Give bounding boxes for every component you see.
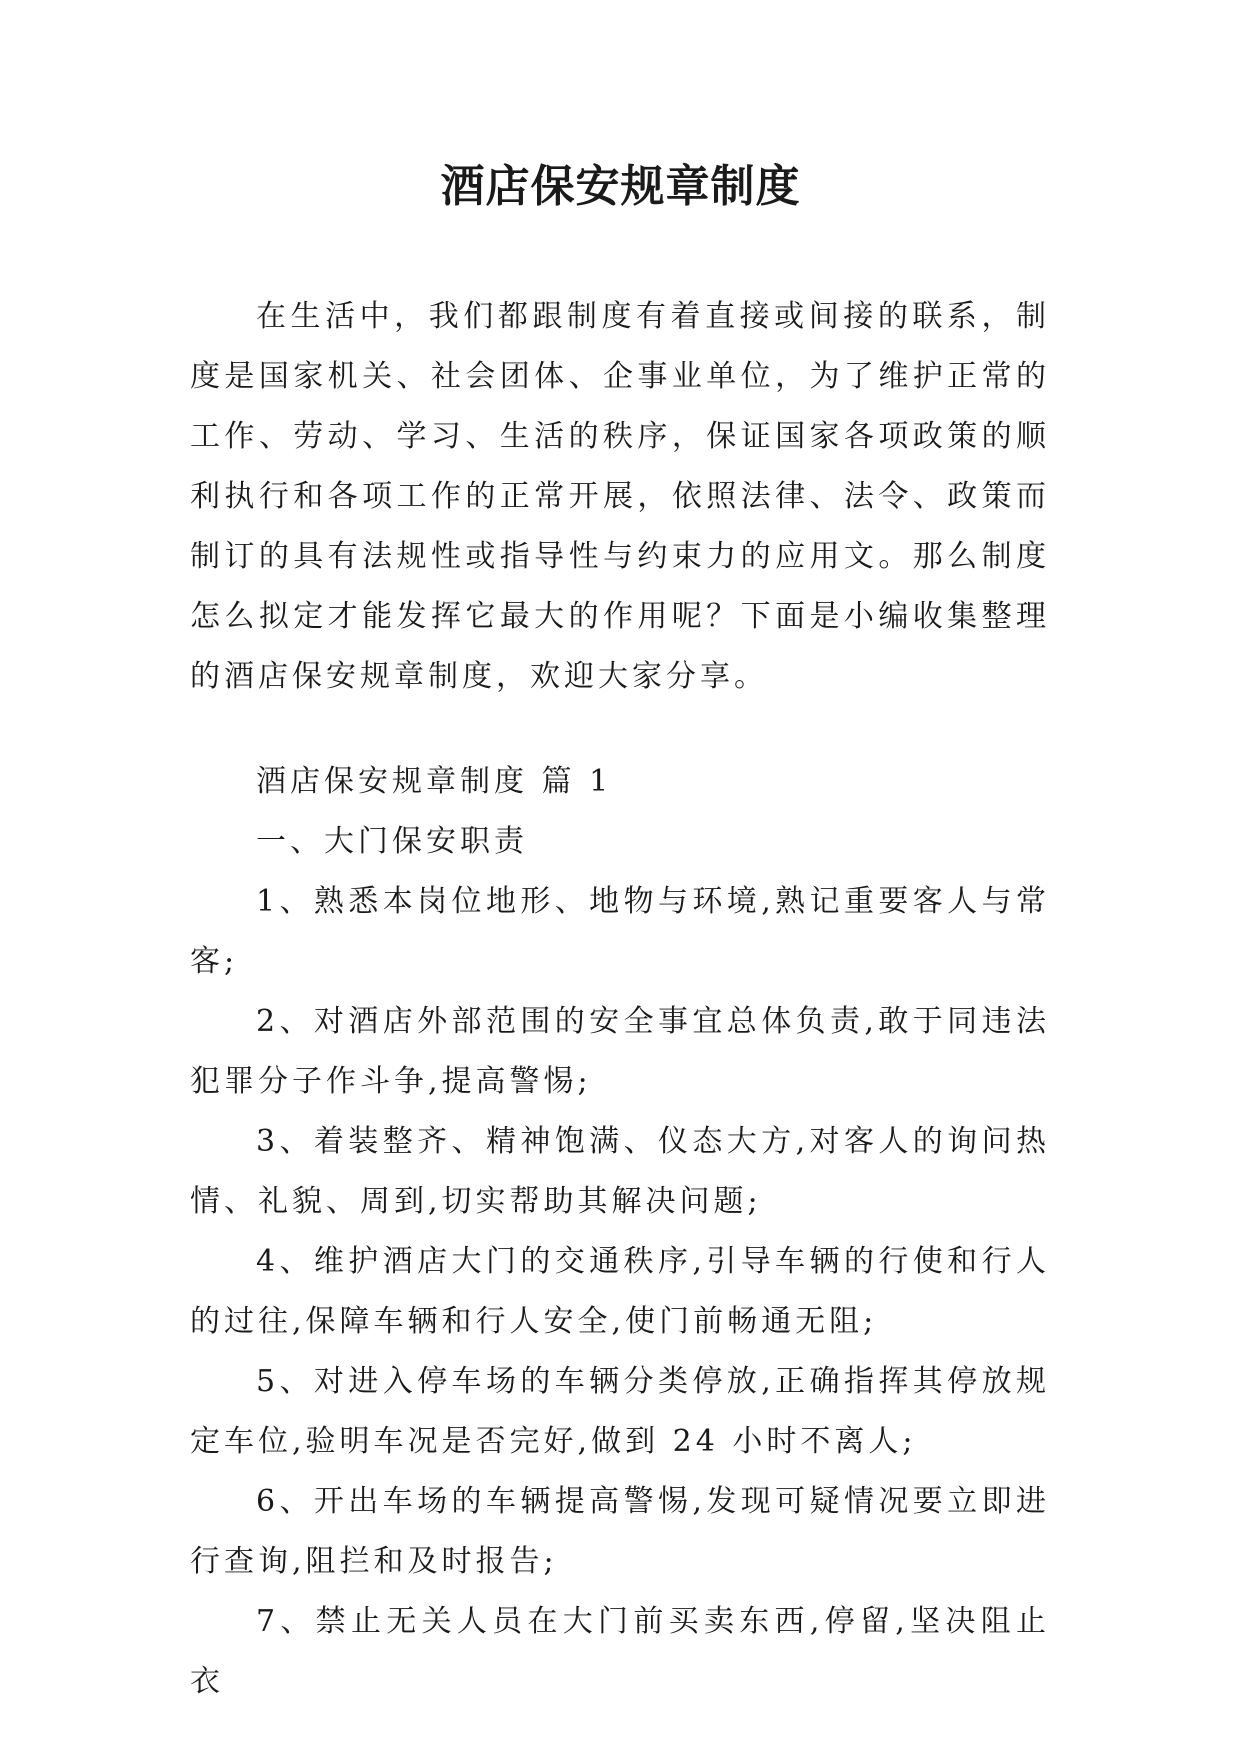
list-item: 6、开出车场的车辆提高警惕,发现可疑情况要立即进行查询,阻拦和及时报告; [190,1484,1050,1579]
list-item: 1、熟悉本岗位地形、地物与环境,熟记重要客人与常客; [190,884,1050,979]
list-item: 4、维护酒店大门的交通秩序,引导车辆的行使和行人的过往,保障车辆和行人安全,使门前畅通无阻; [190,1244,1050,1339]
chapter-heading: 酒店保安规章制度 篇 1 [256,764,613,799]
list-item: 2、对酒店外部范围的安全事宜总体负责,敢于同违法犯罪分子作斗争,提高警惕; [190,1004,1050,1099]
section-heading: 一、大门保安职责 [256,824,528,859]
document-title: 酒店保安规章制度 [440,161,801,212]
list-item: 7、禁止无关人员在大门前买卖东西,停留,坚决阻止衣 [190,1604,1050,1699]
list-item: 5、对进入停车场的车辆分类停放,正确指挥其停放规定车位,验明车况是否完好,做到 24 小时不离人; [190,1364,1050,1459]
list-item: 3、着装整齐、精神饱满、仪态大方,对客人的询问热情、礼貌、周到,切实帮助其解决问题; [190,1124,1050,1219]
intro-paragraph: 在生活中，我们都跟制度有着直接或间接的联系，制度是国家机关、社会团体、企事业单位，为了维护正常的工作、劳动、学习、生活的秩序，保证国家各项政策的顺利执行和各项工作的正常开展，依照法律、法令、政策而制订的具有法规性或指导性与约束力的应用文。那么制度怎么拟定才能发挥它最大的作用呢？下面是小编收集整理的酒店保安规章制度，欢迎大家分享。 [190,299,1050,694]
document-body [190,752,1050,1712]
